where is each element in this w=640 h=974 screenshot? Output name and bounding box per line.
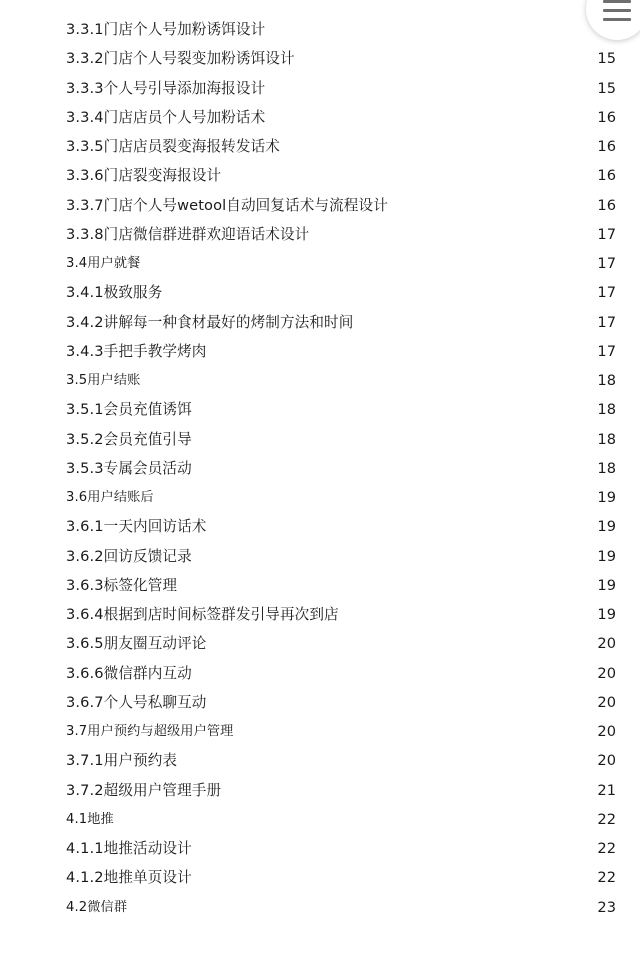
toc-entry-title: 3.3.6门店裂变海报设计 [66, 167, 222, 185]
toc-entry[interactable] [0, 571, 640, 600]
toc-entry-page-number: 16 [597, 138, 616, 155]
toc-entry-title: 3.6.3标签化管理 [66, 576, 178, 594]
toc-entry-page-number: 17 [597, 313, 616, 331]
toc-entry[interactable] [0, 688, 640, 717]
toc-entry-title: 3.6.1一天内回访话术 [66, 518, 207, 536]
toc-entry[interactable] [0, 454, 640, 483]
toc-entry[interactable] [0, 512, 640, 541]
toc-entry-page-number: 20 [597, 664, 616, 682]
toc-entry[interactable] [0, 44, 640, 73]
toc-entry-page-number: 22 [597, 810, 616, 828]
toc-entry[interactable] [0, 103, 640, 132]
toc-entry-title: 3.4.3手把手教学烤肉 [66, 342, 207, 360]
toc-entry-page-number: 17 [597, 284, 616, 302]
toc-entry-page-number: 16 [597, 167, 616, 185]
toc-entry[interactable] [0, 893, 640, 922]
toc-entry-page-number: 19 [597, 518, 616, 536]
toc-entry[interactable] [0, 249, 640, 278]
toc-entry-title: 3.6.2回访反馈记录 [66, 547, 192, 565]
toc-entry-title: 3.5.2会员充值引导 [66, 430, 192, 448]
toc-entry-title: 3.3.5门店店员裂变海报转发话术 [66, 138, 280, 155]
toc-entry[interactable] [0, 542, 640, 571]
toc-entry[interactable] [0, 425, 640, 454]
toc-entry[interactable] [0, 220, 640, 249]
toc-entry-title: 3.4.1极致服务 [66, 284, 163, 302]
toc-entry-page-number: 18 [597, 372, 616, 389]
toc-entry-page-number: 17 [597, 225, 616, 243]
toc-entry-page-number: 16 [597, 108, 616, 126]
toc-entry[interactable] [0, 366, 640, 395]
toc-entry-title: 4.1地推 [66, 811, 114, 827]
toc-entry-page-number: 23 [597, 898, 616, 916]
toc-entry[interactable] [0, 483, 640, 512]
toc-entry-title: 3.7用户预约与超级用户管理 [66, 724, 234, 739]
toc-entry[interactable] [0, 132, 640, 161]
toc-entry-title: 3.5用户结账 [66, 373, 141, 388]
toc-entry[interactable] [0, 834, 640, 863]
toc-entry-title: 3.7.1用户预约表 [66, 752, 178, 770]
toc-entry-page-number: 18 [597, 430, 616, 448]
toc-entry[interactable] [0, 600, 640, 629]
toc-entry-page-number: 22 [597, 869, 616, 887]
toc-entry-title: 3.3.4门店店员个人号加粉话术 [66, 108, 266, 126]
toc-entry[interactable] [0, 629, 640, 658]
table-of-contents [0, 15, 640, 922]
toc-entry-page-number: 15 [597, 79, 616, 97]
toc-entry-title: 3.6.5朋友圈互动评论 [66, 635, 207, 653]
toc-entry-page-number: 20 [597, 635, 616, 653]
toc-entry-title: 3.3.7门店个人号wetool自动回复话术与流程设计 [66, 196, 388, 214]
toc-entry-title: 3.3.8门店微信群进群欢迎语话术设计 [66, 225, 310, 243]
toc-entry-page-number: 18 [597, 459, 616, 477]
toc-entry-page-number: 17 [597, 342, 616, 360]
toc-entry-page-number: 20 [597, 723, 616, 740]
toc-entry[interactable] [0, 278, 640, 307]
toc-entry-title: 3.6用户结账后 [66, 490, 154, 505]
toc-entry-title: 3.4用户就餐 [66, 256, 141, 271]
toc-entry[interactable] [0, 805, 640, 834]
toc-entry[interactable] [0, 746, 640, 775]
toc-entry-page-number: 16 [597, 196, 616, 214]
toc-entry[interactable] [0, 776, 640, 805]
toc-entry[interactable] [0, 74, 640, 103]
toc-entry-title: 3.3.2门店个人号裂变加粉诱饵设计 [66, 50, 295, 68]
toc-entry-page-number: 20 [597, 693, 616, 711]
toc-entry-page-number: 22 [597, 840, 616, 857]
toc-entry-page-number: 18 [597, 401, 616, 419]
toc-entry-page-number: 20 [597, 752, 616, 770]
toc-entry[interactable] [0, 337, 640, 366]
toc-entry-title: 4.2微信群 [66, 899, 128, 915]
toc-entry[interactable] [0, 161, 640, 190]
toc-entry-title: 4.1.2地推单页设计 [66, 869, 192, 887]
toc-entry-title: 3.5.1会员充值诱饵 [66, 401, 192, 419]
toc-entry-title: 3.6.4根据到店时间标签群发引导再次到店 [66, 606, 339, 623]
toc-entry-title: 3.3.3个人号引导添加海报设计 [66, 79, 266, 97]
toc-entry[interactable] [0, 308, 640, 337]
toc-entry[interactable] [0, 395, 640, 424]
toc-entry[interactable] [0, 863, 640, 892]
toc-entry-page-number: 21 [597, 781, 616, 799]
toc-entry-page-number: 19 [597, 547, 616, 565]
toc-entry-title: 3.6.7个人号私聊互动 [66, 693, 207, 711]
toc-entry[interactable] [0, 717, 640, 746]
toc-entry[interactable] [0, 15, 640, 44]
toc-entry-page-number: 19 [597, 606, 616, 623]
toc-entry-title: 3.3.1门店个人号加粉诱饵设计 [66, 21, 266, 38]
toc-entry[interactable] [0, 191, 640, 220]
toc-entry-page-number: 19 [597, 489, 616, 506]
toc-entry-title: 3.6.6微信群内互动 [66, 664, 192, 682]
toc-entry-page-number: 17 [597, 255, 616, 272]
toc-entry[interactable] [0, 659, 640, 688]
toc-entry-title: 3.5.3专属会员活动 [66, 459, 192, 477]
toc-entry-page-number: 19 [597, 576, 616, 594]
toc-entry-title: 3.7.2超级用户管理手册 [66, 781, 222, 799]
toc-entry-title: 3.4.2讲解每一种食材最好的烤制方法和时间 [66, 313, 354, 331]
toc-entry-title: 4.1.1地推活动设计 [66, 840, 192, 857]
toc-entry-page-number: 15 [597, 50, 616, 68]
